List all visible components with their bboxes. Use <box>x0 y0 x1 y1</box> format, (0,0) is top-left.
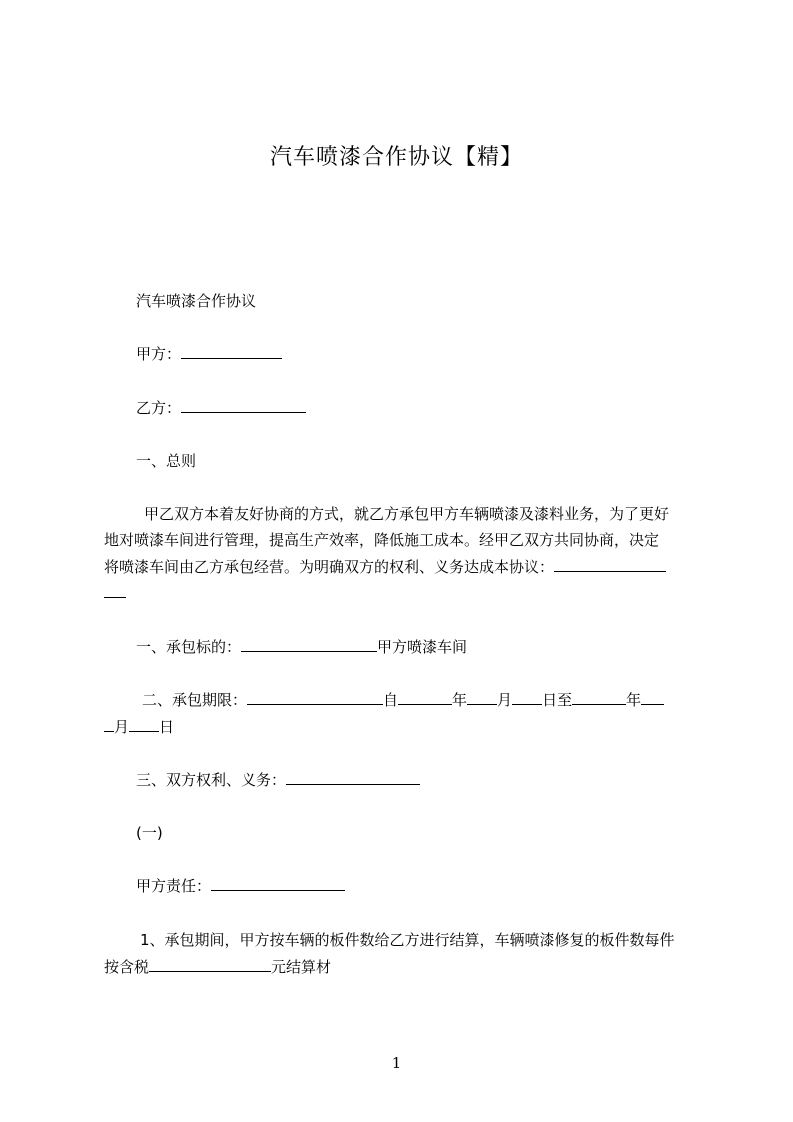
document-title: 汽车喷漆合作协议【精】 <box>269 145 523 170</box>
item1-label: 一、承包标的： <box>136 638 242 656</box>
sub1-heading: (一) <box>136 824 163 842</box>
clause1-line1 <box>104 925 740 955</box>
para1-blank-cont <box>104 582 126 598</box>
item2-year2: 年 <box>626 691 642 709</box>
clause1-line1-text: 1、承包期间，甲方按车辆的板件数给乙方进行结算，车辆喷漆修复的板件数每件 <box>140 931 675 949</box>
item2-month2: 月 <box>114 718 130 736</box>
item2-day2: 日 <box>159 718 175 736</box>
party-a-duty-blank <box>211 875 345 891</box>
clause1-line2 <box>104 952 704 982</box>
para1-line4 <box>104 578 704 608</box>
clause1-prefix: 按含税 <box>104 958 150 976</box>
section-general <box>104 446 736 476</box>
party-a-duty-line <box>104 871 736 901</box>
item2-month2-blank <box>641 689 664 705</box>
item2-month: 月 <box>497 691 513 709</box>
para1-line2 <box>104 525 704 555</box>
item2-day-blank <box>512 689 542 705</box>
para1-line3-text: 将喷漆车间由乙方承包经营。为明确双方的权利、义务达成本协议： <box>104 558 555 576</box>
item3-label: 三、双方权利、义务： <box>136 771 287 789</box>
section-general-heading: 一、总则 <box>136 452 197 470</box>
party-b-line <box>104 393 736 423</box>
item2-line <box>104 685 742 715</box>
party-a-duty-label: 甲方责任： <box>136 877 212 895</box>
item2-day-to: 日至 <box>542 691 573 709</box>
item2-label: 二、承包期限： <box>142 691 248 709</box>
party-a-line <box>104 339 736 369</box>
item1-line <box>104 632 736 662</box>
item3-line <box>104 765 736 795</box>
party-a-label: 甲方： <box>136 345 182 363</box>
para1-line1-text: 甲乙双方本着友好协商的方式，就乙方承包甲方车辆喷漆及漆料业务，为了更好 <box>144 505 670 523</box>
subtitle <box>104 286 736 316</box>
party-a-blank <box>181 343 282 359</box>
item3-blank <box>286 769 420 785</box>
item2-day2-blank <box>129 716 159 732</box>
item2-month-blank <box>467 689 497 705</box>
subtitle-text: 汽车喷漆合作协议 <box>136 292 257 310</box>
para1-blank <box>554 556 666 572</box>
sub1-line <box>104 818 736 848</box>
item1-blank <box>241 636 377 652</box>
item2-year-blank <box>398 689 452 705</box>
clause1-suffix: 元结算材 <box>271 958 332 976</box>
party-b-label: 乙方： <box>136 399 182 417</box>
item2-year: 年 <box>452 691 468 709</box>
party-b-blank <box>181 397 306 413</box>
item2-from: 自 <box>383 691 399 709</box>
clause1-blank <box>149 956 271 972</box>
item2-month2-blank-cont <box>104 716 114 732</box>
para1-line2-text: 地对喷漆车间进行管理，提高生产效率，降低施工成本。经甲乙双方共同协商，决定 <box>104 531 660 549</box>
page-number: 1 <box>391 1054 402 1072</box>
item2-blank <box>247 689 383 705</box>
item2-year2-blank <box>572 689 626 705</box>
item1-suffix: 甲方喷漆车间 <box>377 638 468 656</box>
item2-line-cont <box>104 712 704 742</box>
